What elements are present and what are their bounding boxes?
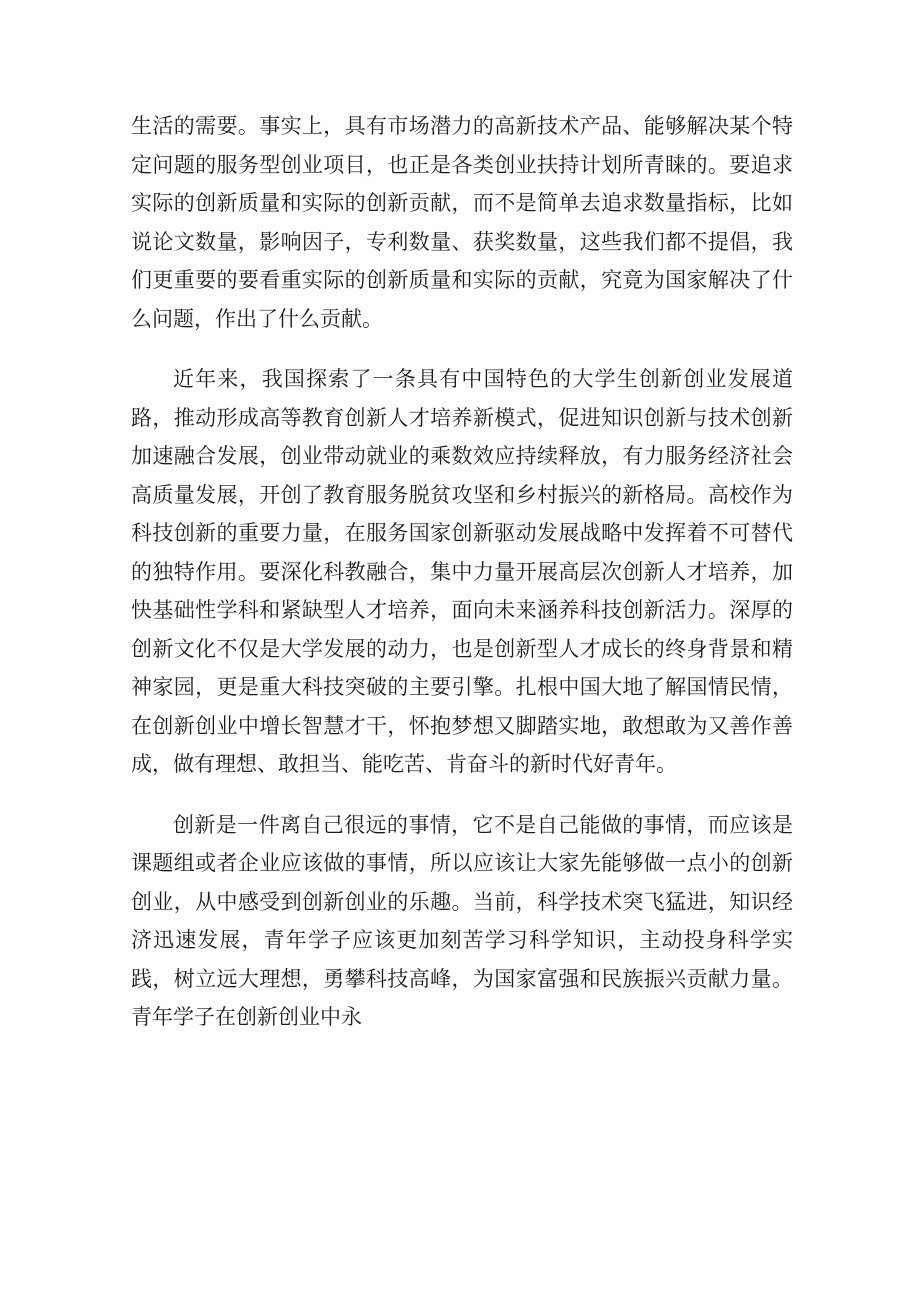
document-body	[131, 107, 793, 1037]
paragraph-gap	[131, 784, 793, 806]
paragraph-continuation: 生活的需要。事实上，具有市场潜力的高新技术产品、能够解决某个特定问题的服务型创业项目，也正是各类创业扶持计划所青睐的。要追求实际的创新质量和实际的创新贡献，而不是简单去追求数量指标，比如说论文数量，影响因子，专利数量、获奖数量，这些我们都不提倡，我们更重要的要看重实际的创新质量和实际的贡献，究竟为国家解决了什么问题，作出了什么贡献。	[131, 114, 793, 331]
paragraph-youth-innovation: 创新是一件离自己很远的事情，它不是自己能做的事情，而应该是课题组或者企业应该做的事情，所以应该让大家先能够做一点小的创新创业，从中感受到创新创业的乐趣。当前，科学技术突飞猛进，知识经济迅速发展，青年学子应该更加刻苦学习科学知识，主动投身科学实践，树立远大理想，勇攀科技高峰，为国家富强和民族振兴贡献力量。青年学子在创新创业中永	[131, 812, 793, 1029]
paragraph-gap	[131, 338, 793, 360]
paragraph-innovation-path: 近年来，我国探索了一条具有中国特色的大学生创新创业发展道路，推动形成高等教育创新人才培养新模式，促进知识创新与技术创新加速融合发展，创业带动就业的乘数效应持续释放，有力服务经济社会高质量发展，开创了教育服务脱贫攻坚和乡村振兴的新格局。高校作为科技创新的重要力量，在服务国家创新驱动发展战略中发挥着不可替代的独特作用。要深化科教融合，集中力量开展高层次创新人才培养，加快基础性学科和紧缺型人才培养，面向未来涵养科技创新活力。深厚的创新文化不仅是大学发展的动力，也是创新型人才成长的终身背景和精神家园，更是重大科技突破的主要引擎。扎根中国大地了解国情民情，在创新创业中增长智慧才干，怀抱梦想又脚踏实地，敢想敢为又善作善成，做有理想、敢担当、能吃苦、肯奋斗的新时代好青年。	[131, 367, 793, 776]
